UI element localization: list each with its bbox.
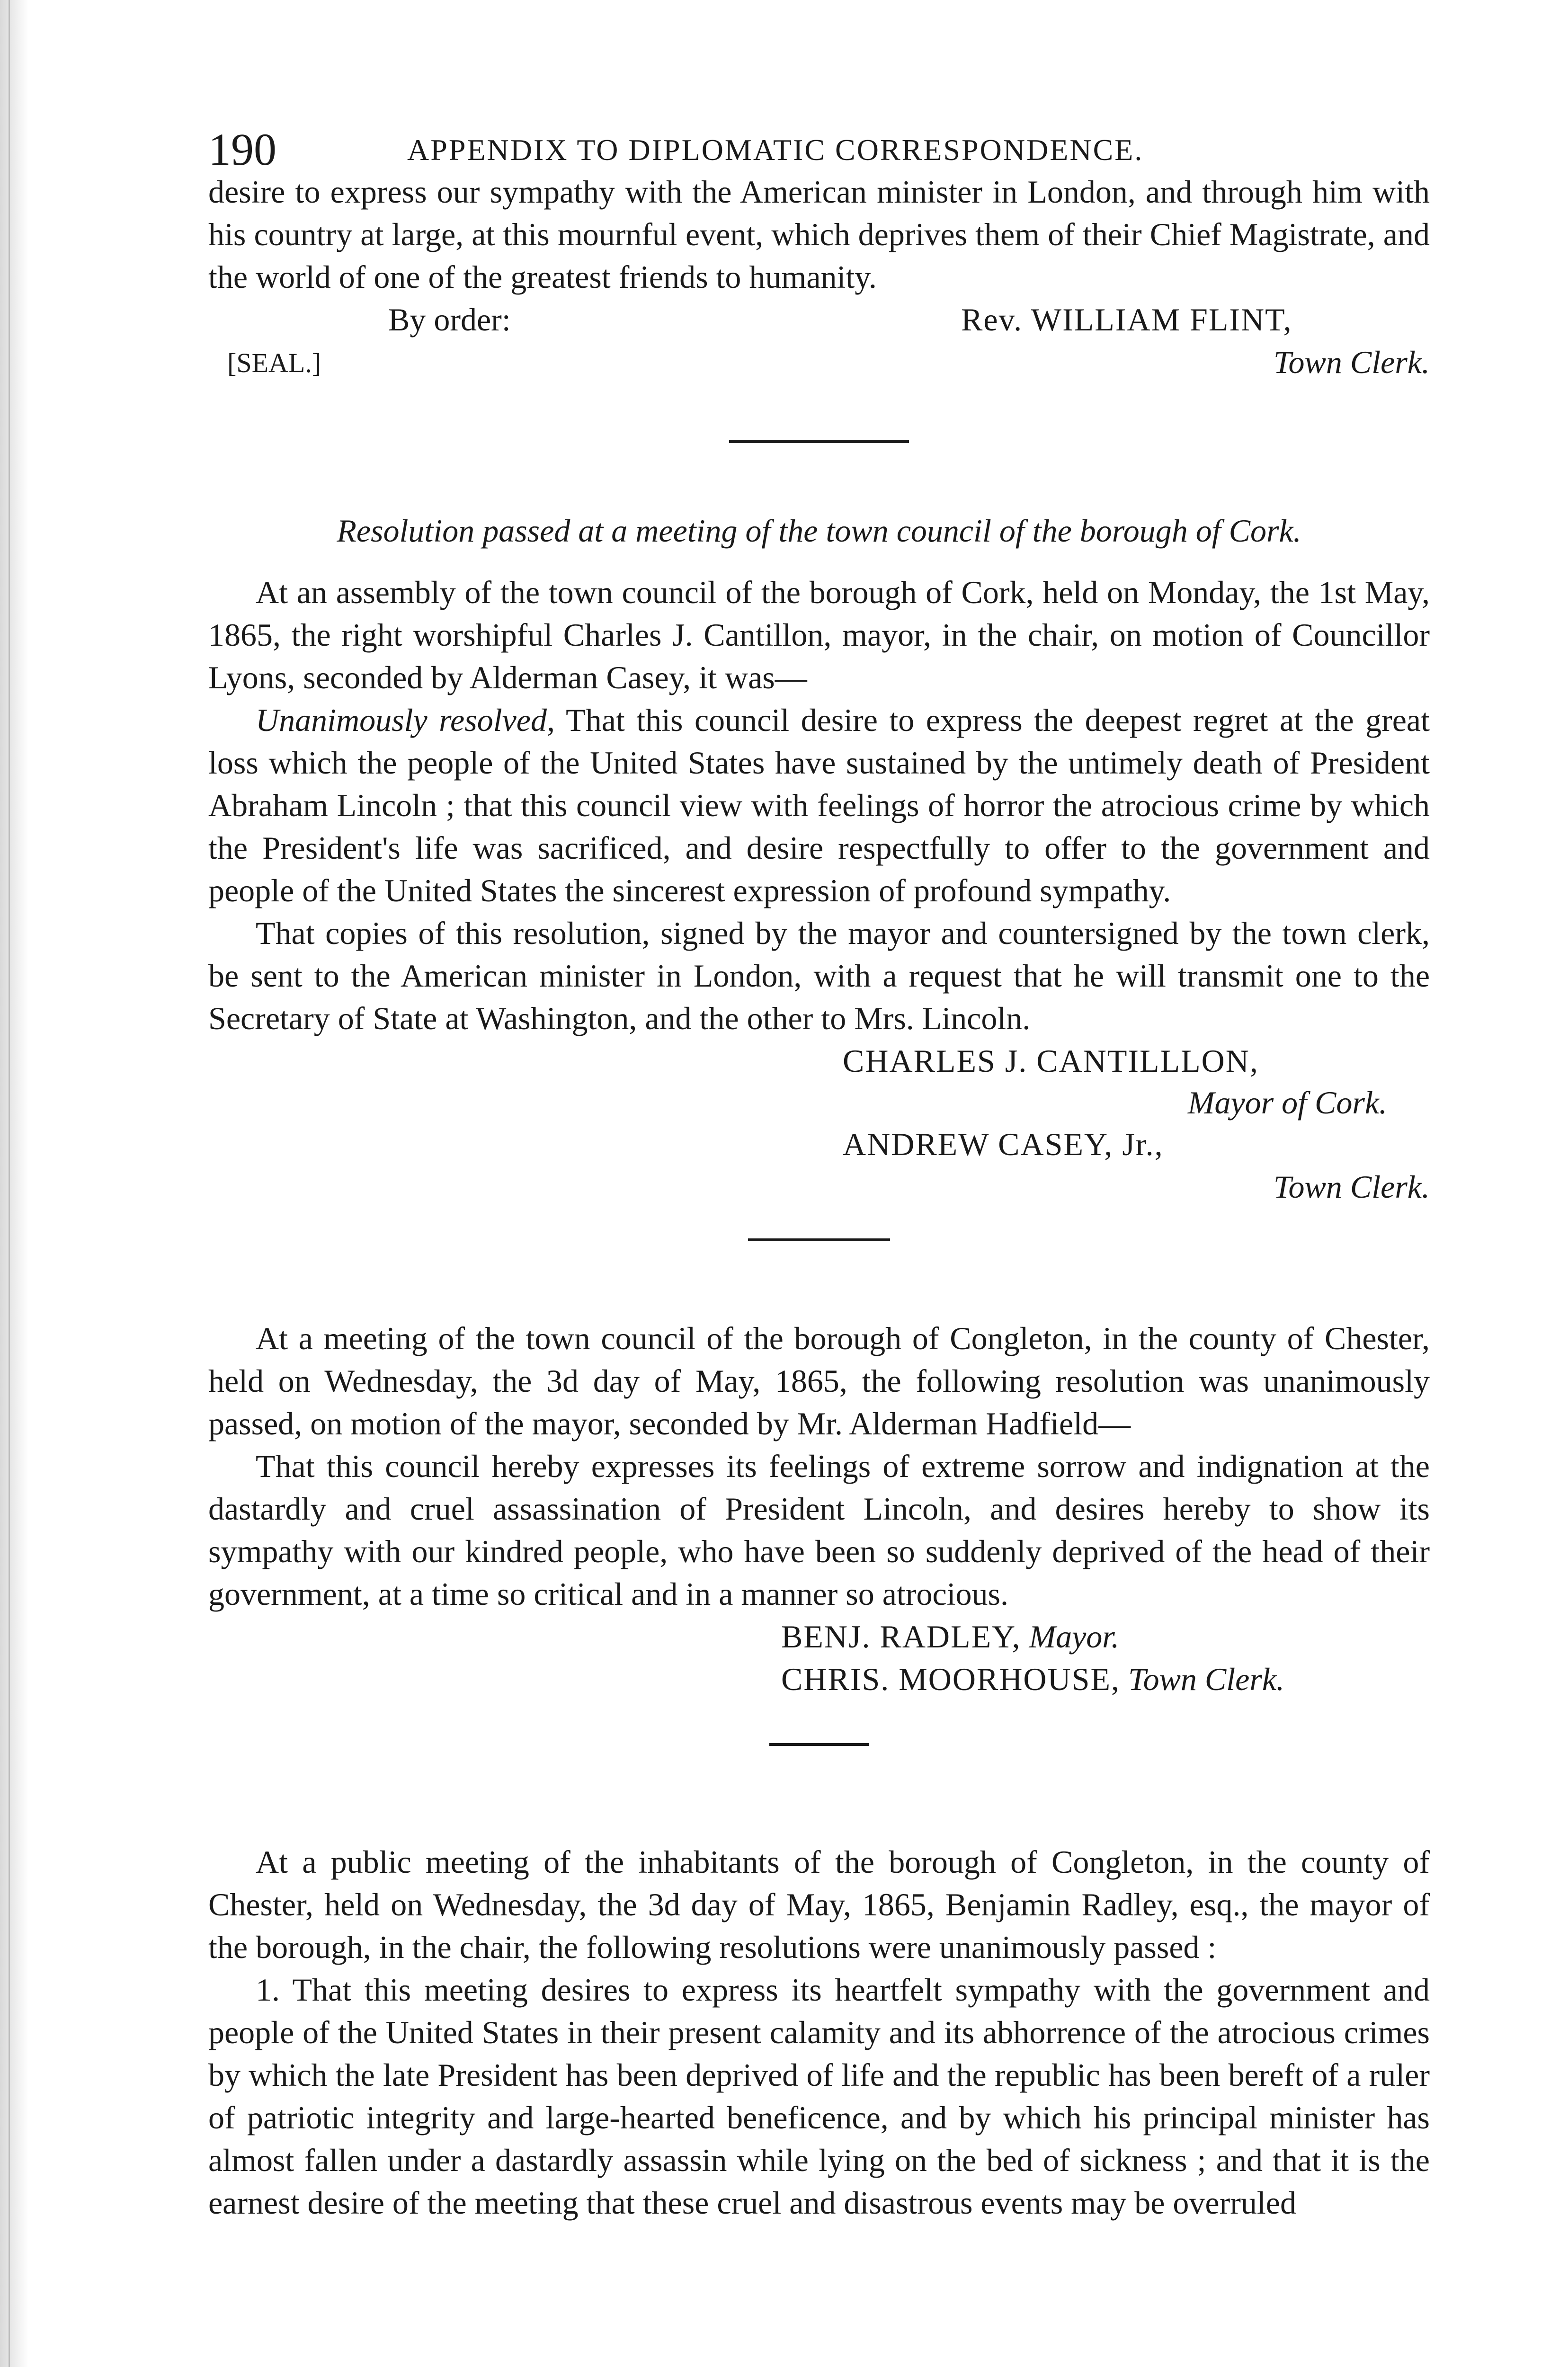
flint-signature-block <box>208 298 1430 388</box>
cork-paragraph-3: That copies of this resolution, signed by the mayor and countersigned by the town clerk, be sent to the American minister in London, with a request that he will transmit one to the Secretary of State at Washington, and the other to Mrs. Lincoln. <box>208 915 1430 1036</box>
page-header <box>208 0 1430 175</box>
cork-paragraph-1: At an assembly of the town council of the borough of Cork, held on Monday, the 1st May, 1865, the right worshipful Charles J. Cantillon, mayor, in the chair, on motion of Councillor Lyons, seconded by Alderman Casey, it was— <box>208 574 1430 695</box>
by-order-label: By order: <box>388 302 511 338</box>
congleton-public-paragraph-2: 1. That this meeting desires to express its heartfelt sympathy with the government and people of the United States in their present calamity and its abhorrence of the atrocious crimes by which the late President has been deprived of life and the republic has been bereft of a ruler of patriotic integrity and large-hearted beneficence, and by which his principal minister has almost fallen under a dastardly assassin while lying on the bed of sickness ; and that it is the earnest desire of the meeting that these cruel and disastrous events may be overruled <box>208 1972 1430 2221</box>
page-number: 190 <box>208 124 276 175</box>
section-cork <box>208 571 1430 1040</box>
cork-resolution-title: Resolution passed at a meeting of the town council of the borough of Cork. <box>337 513 1301 549</box>
congleton-public-paragraph-1: At a public meeting of the inhabitants of the borough of Congleton, in the county of Chester, held on Wednesday, the 3d day of May, 1865, Benjamin Radley, esq., the mayor of the borough, in the chair, the following resolutions were unanimously passed : <box>208 1844 1430 1965</box>
signer-cantillon: CHARLES J. CANTILLLON, <box>843 1043 1259 1079</box>
section-congleton-council <box>208 1317 1430 1615</box>
page-edge-shadow <box>0 0 28 2367</box>
cork-signature-block <box>208 1040 1430 1210</box>
page-content <box>208 0 1430 2224</box>
continuation-paragraph: desire to express our sympathy with the American minister in London, and through him with his country at large, at this mournful event, which deprives them of their Chief Magistrate, and the world of one of the greatest friends to humanity. <box>208 174 1430 295</box>
cork-resolved-text: That this council desire to express the deepest regret at the great loss which the people of the United States have sustained by the untimely death of President Abraham Lincoln ; that this council view with feelings of horror the atrocious crime by which the President's life was sacrificed, and desire respectfully to offer to the government and people of the United States the sincerest expression of profound sympathy. <box>208 702 1430 908</box>
congleton-signature-block <box>208 1615 1430 1705</box>
section-flint <box>208 170 1430 298</box>
signer-radley: BENJ. RADLEY, Mayor. <box>781 1619 1120 1655</box>
running-head: APPENDIX TO DIPLOMATIC CORRESPONDENCE. <box>407 133 1144 167</box>
page-edge-line <box>9 0 10 2367</box>
signer-flint: Rev. WILLIAM FLINT, <box>961 302 1292 338</box>
congleton-council-paragraph-1: At a meeting of the town council of the borough of Congleton, in the county of Chester, held on Wednesday, the 3d day of May, 1865, the following resolution was unanimously passed, on motion of the mayor, seconded by Mr. Alderman Hadfield— <box>208 1320 1430 1442</box>
signer-casey-title: Town Clerk. <box>1273 1169 1430 1205</box>
signer-flint-title: Town Clerk. <box>1273 344 1430 380</box>
signer-cantillon-title: Mayor of Cork. <box>1187 1085 1387 1121</box>
cork-resolved-lead: Unanimously resolved, <box>256 702 555 738</box>
section-congleton-public <box>208 1841 1430 2224</box>
cork-paragraph-2 <box>208 699 1430 912</box>
signer-casey: ANDREW CASEY, Jr., <box>843 1126 1164 1162</box>
congleton-council-paragraph-2: That this council hereby expresses its feelings of extreme sorrow and indignation at the dastardly and cruel assassination of President Lincoln, and desires hereby to show its sympathy with our kindred people, who have been so suddenly deprived of the head of their government, at a time so critical and in a manner so atrocious. <box>208 1448 1430 1612</box>
seal-label: [SEAL.] <box>227 347 321 378</box>
signer-moorhouse: CHRIS. MOORHOUSE, Town Clerk. <box>781 1661 1285 1697</box>
